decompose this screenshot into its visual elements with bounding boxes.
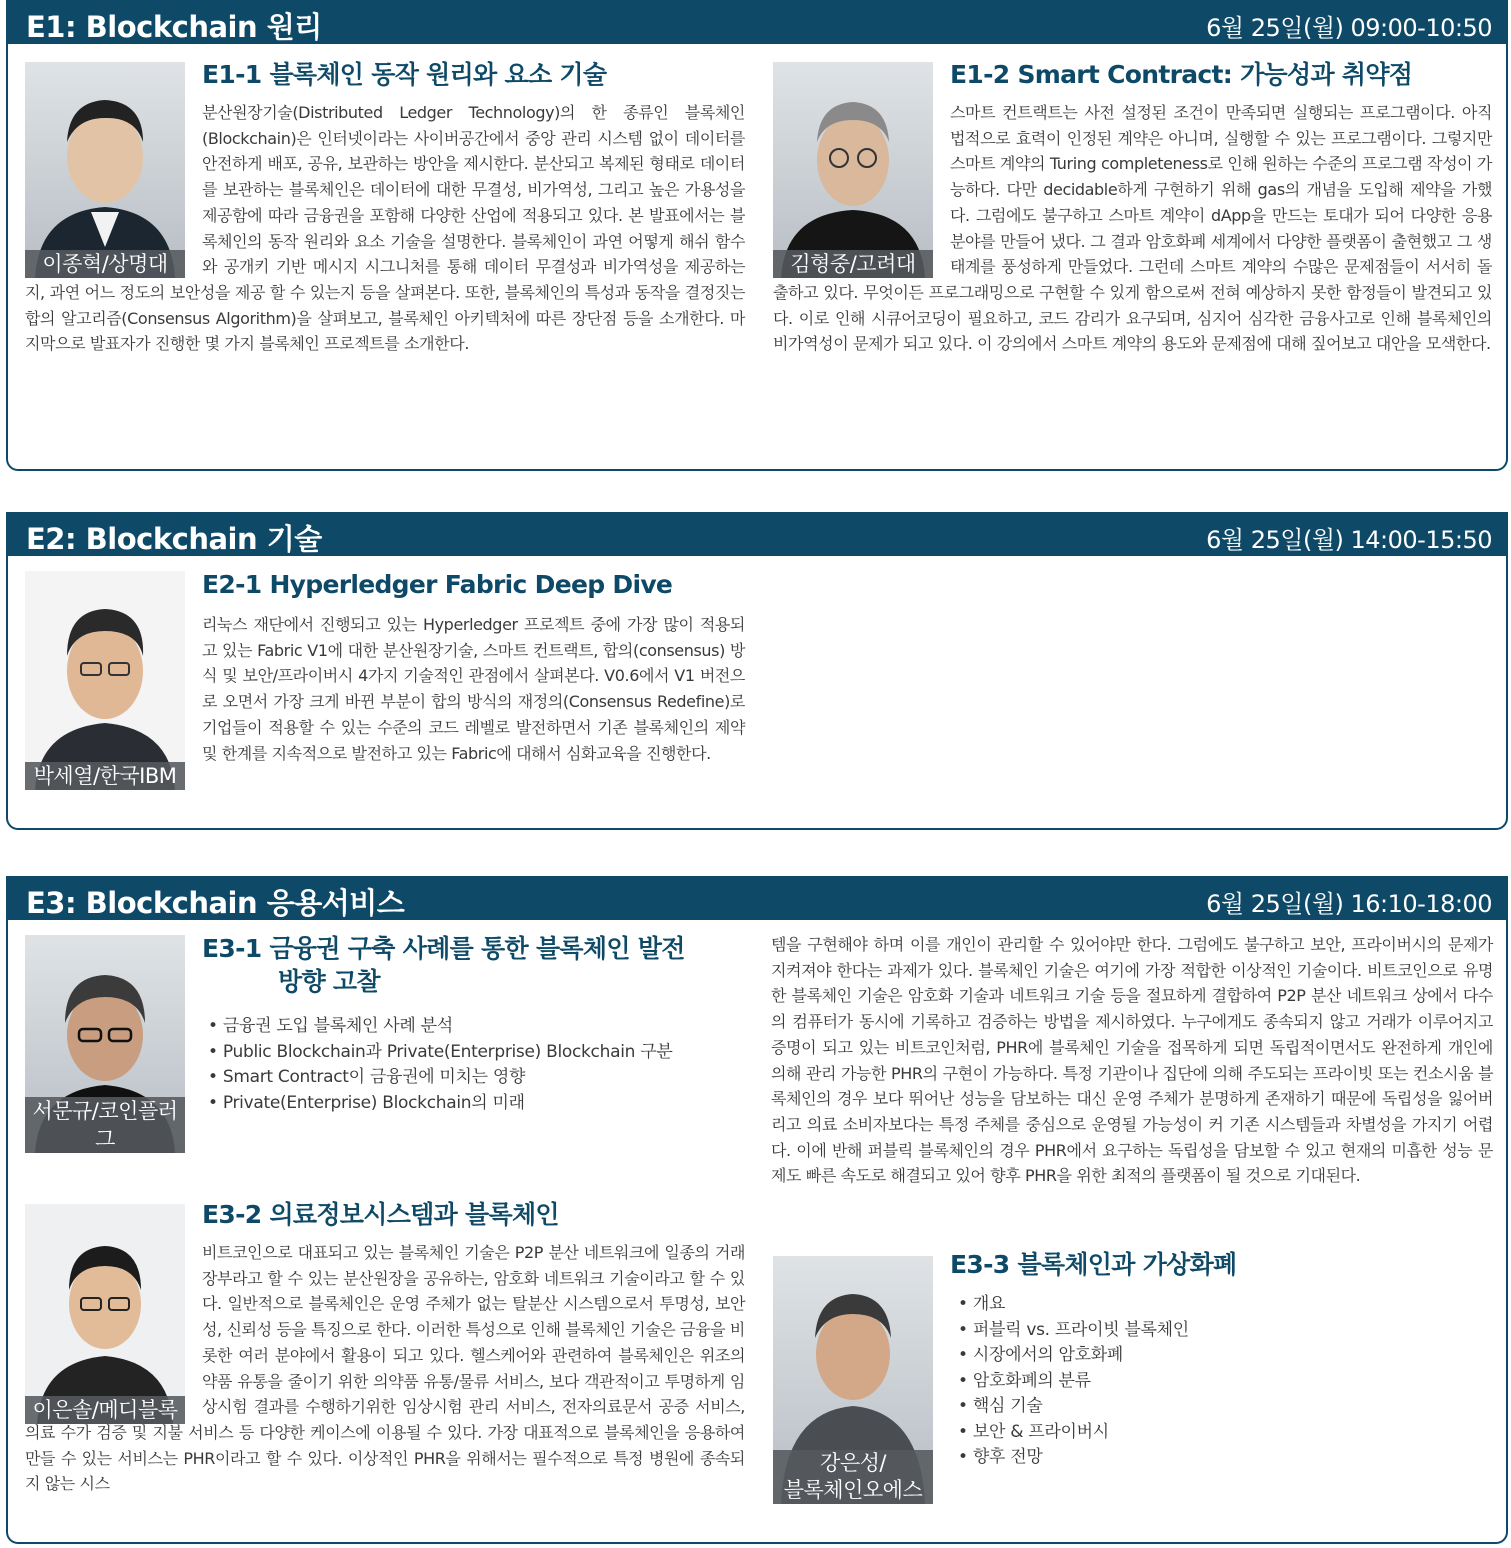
bullet-item: • 금융권 도입 블록체인 사례 분석 xyxy=(208,1014,748,1040)
speaker-name: 이종혁/상명대 xyxy=(25,250,185,278)
speaker-name xyxy=(773,1450,933,1504)
bullet-item: • 암호화폐의 분류 xyxy=(958,1369,1478,1395)
talk-abstract-text: 비트코인으로 대표되고 있는 블록체인 기술은 P2P 분산 네트워크에 일종의 거래 장부라고 할 수 있는 분산원장을 공유하는, 암호화 네트워크 기술이라고 할 수 있다. 일반적으로 블록체인은 운영 주체가 없는 탈분산 시스템으로서 투명성, 보안성, 신뢰성 등을 특징으로 한다. 이러한 특성으로 인해 블록체인 기술은 금융을 비롯한 여러 분야에서 활용이 되고 있다. 헬스케어와 관련하여 블록체인은 위조의약품 유통을 줄이기 위한 의약품 유통/물류 서비스, 보다 객관적이고 투명하게 임상시험 결과를 수행하기위한 임상시험 관리 서비스, 전자의료문서 공증 서비스, 의료 수가 검증 및 지불 서비스 등 다양한 케이스에 이용될 수 있다. 가장 대표적으로 블록체인을 응용하여 만들 수 있는 서비스는 PHR이라고 할 수 있다. 이상적인 PHR을 위해서는 필수적으로 특정 병원에 종속되지 않는 시스 xyxy=(25,1243,745,1494)
talk-abstract-continued-text: 템을 구현해야 하며 이를 개인이 관리할 수 있어야만 한다. 그럼에도 불구하고 보안, 프라이버시의 문제가 지켜져야 한다는 과제가 있다. 블록체인 기술은 여기에 가장 적합한 이상적인 기술이다. 비트코인으로 유명한 블록체인 기술은 암호화 기술과 네트워크 기술 등을 절묘하게 결합하여 P2P 분산 네트워크 상에서 다수의 컴퓨터가 동시에 기록하고 검증하는 방법을 제시하였다. 누구에게도 종속되지 않고 거래가 이루어지고 증명이 되고 있는 비트코인처럼, PHR에 블록체인 기술을 접목하게 되면 독립적이면서도 완전하게 개인에 의해 관리 가능한 PHR의 구현이 가능하다. 특정 기관이나 집단에 의해 주도되는 프라이빗 또는 컨소시움 블록체인의 경우 보다 뛰어난 성능을 담보하는 대신 운영 주체가 분명하게 존재하기 때문에 독립성을 잃어버리고 의료 소비자보다는 특정 주체를 중심으로 운영될 가능성이 커 기존 시스템들과 차별성을 가지기 어렵다. 이에 반해 퍼블릭 블록체인의 경우 PHR에서 요구하는 독립성을 담보할 수 있고 현재의 미흡한 성능 문제도 빠른 속도로 해결되고 있어 향후 PHR을 위한 최적의 플랫폼이 될 것으로 기대된다. xyxy=(771,935,1494,1186)
speaker-photo xyxy=(25,935,185,1153)
section-title: E2: Blockchain 기술 xyxy=(26,522,322,556)
bullet-item: • Smart Contract이 금융권에 미치는 영향 xyxy=(208,1065,748,1091)
speaker-name: 박세열/한국IBM xyxy=(25,762,185,790)
bullet-item: • 개요 xyxy=(958,1292,1478,1318)
bullet-item: • Public Blockchain과 Private(Enterprise) Blockchain 구분 xyxy=(208,1040,748,1066)
section-date: 6월 25일(월) 09:00-10:50 xyxy=(1206,14,1492,42)
talk-title: E3-2 의료정보시스템과 블록체인 xyxy=(202,1200,559,1229)
section-e1 xyxy=(6,0,1508,471)
talk-title: E1-1 블록체인 동작 원리와 요소 기술 xyxy=(202,60,607,89)
talk-bullets xyxy=(208,1014,748,1116)
talk-title-line2: 방향 고찰 xyxy=(278,967,380,996)
section-header xyxy=(8,512,1506,556)
section-date: 6월 25일(월) 14:00-15:50 xyxy=(1206,526,1492,554)
portrait-image xyxy=(25,571,185,790)
section-e2 xyxy=(6,512,1508,830)
talk-title: E1-2 Smart Contract: 가능성과 취약점 xyxy=(950,60,1413,89)
talk-abstract xyxy=(25,100,745,357)
section-header xyxy=(8,0,1506,44)
talk-abstract xyxy=(202,612,745,766)
bullet-item: • 보안 & 프라이버시 xyxy=(958,1420,1478,1446)
bullet-item: • 시장에서의 암호화폐 xyxy=(958,1343,1478,1369)
talk-abstract-text: 리눅스 재단에서 진행되고 있는 Hyperledger 프로젝트 중에 가장 많이 적용되고 있는 Fabric V1에 대한 분산원장기술, 스마트 컨트랙트, 합의(consensus) 방식 및 보안/프라이버시 4가지 기술적인 관점에서 살펴본다. V0.6에서 V1 버전으로 오면서 가장 크게 바뀐 부분이 합의 방식의 재정의(Consensus Redefine)로 기업들이 적용할 수 있는 수준의 코드 레벨로 발전하면서 기존 블록체인의 제약 및 한계를 지속적으로 발전하고 있는 Fabric에 대해서 심화교육을 진행한다. xyxy=(202,615,745,763)
speaker-name-line2: 블록체인오에스 xyxy=(783,1478,923,1502)
speaker-photo xyxy=(25,571,185,790)
speaker-name-line1: 강은성/ xyxy=(820,1451,886,1475)
bullet-item: • 퍼블릭 vs. 프라이빗 블록체인 xyxy=(958,1318,1478,1344)
talk-title-line1: E3-1 금융권 구축 사례를 통한 블록체인 발전 xyxy=(202,934,685,963)
speaker-photo xyxy=(773,1256,933,1504)
speaker-name: 서문규/코인플러그 xyxy=(25,1097,185,1153)
section-date: 6월 25일(월) 16:10-18:00 xyxy=(1206,890,1492,918)
talk-abstract-text: 스마트 컨트랙트는 사전 설정된 조건이 만족되면 실행되는 프로그램이다. 아직 법적으로 효력이 인정된 계약은 아니며, 실행할 수 있는 프로그램이다. 그렇지만 스마트 계약의 Turing completeness로 인해 원하는 수준의 프로그램 작성이 가능하다. 다만 decidable하게 구현하기 위해 gas의 개념을 도입해 제약을 가했다. 그럼에도 불구하고 스마트 계약이 dApp을 만드는 토대가 되어 다양한 응용분야를 만들어 냈다. 그 결과 암호화폐 세계에서 다양한 플랫폼이 출현했고 그 생태계를 풍성하게 만들었다. 그런데 스마트 계약의 수많은 문제점들이 서서히 돌출하고 있다. 무엇이든 프로그래밍으로 구현할 수 있게 함으로써 전혀 예상하지 못한 함정들이 발견되고 있다. 이로 인해 시큐어코딩이 필요하고, 코드 감리가 요구되며, 심지어 심각한 금융사고로 인해 블록체인의 비가역성이 문제가 되고 있다. 이 강의에서 스마트 계약의 용도와 문제점에 대해 짚어보고 대안을 모색한다. xyxy=(773,103,1492,354)
section-header xyxy=(8,876,1506,920)
talk-abstract-text: 분산원장기술(Distributed Ledger Technology)의 한 종류인 블록체인(Blockchain)은 인터넷이라는 사이버공간에서 중앙 관리 시스템 없이 데이터를 안전하게 배포, 공유, 보관하는 방안을 제시한다. 분산되고 복제된 형태로 데이터를 보관하는 블록체인은 데이터에 대한 무결성, 비가역성, 그리고 높은 가용성을 제공함에 따라 금융권을 포함해 다양한 산업에 적용되고 있다. 본 발표에서는 블록체인의 동작 원리와 요소 기술을 설명한다. 블록체인이 과연 어떻게 해쉬 함수와 공개키 기반 메시지 시그니처를 통해 데이터 무결성과 비가역성을 제공하는지, 과연 어느 정도의 보안성을 제공 할 수 있는지 등을 살펴본다. 또한, 블록체인의 특성과 동작을 결정짓는 합의 알고리즘(Consensus Algorithm)을 살펴보고, 블록체인 아키텍처에 따른 장단점 등을 소개한다. 마지막으로 발표자가 진행한 몇 가지 블록체인 프로젝트를 소개한다. xyxy=(25,103,745,354)
speaker-name: 김형중/고려대 xyxy=(773,250,933,278)
talk-abstract xyxy=(25,1240,745,1497)
speaker-name: 이은솔/메디블록 xyxy=(25,1396,185,1424)
section-title: E3: Blockchain 응용서비스 xyxy=(26,886,405,920)
bullet-item: • 향후 전망 xyxy=(958,1445,1478,1471)
bullet-item: • 핵심 기술 xyxy=(958,1394,1478,1420)
talk-abstract xyxy=(773,100,1492,357)
talk-title xyxy=(202,932,685,998)
bullet-item: • Private(Enterprise) Blockchain의 미래 xyxy=(208,1091,748,1117)
section-e3 xyxy=(6,876,1508,1544)
talk-title: E2-1 Hyperledger Fabric Deep Dive xyxy=(202,570,673,599)
section-title: E1: Blockchain 원리 xyxy=(26,10,322,44)
talk-bullets xyxy=(958,1292,1478,1471)
talk-title: E3-3 블록체인과 가상화폐 xyxy=(950,1250,1237,1279)
talk-abstract-continued xyxy=(771,932,1493,1189)
